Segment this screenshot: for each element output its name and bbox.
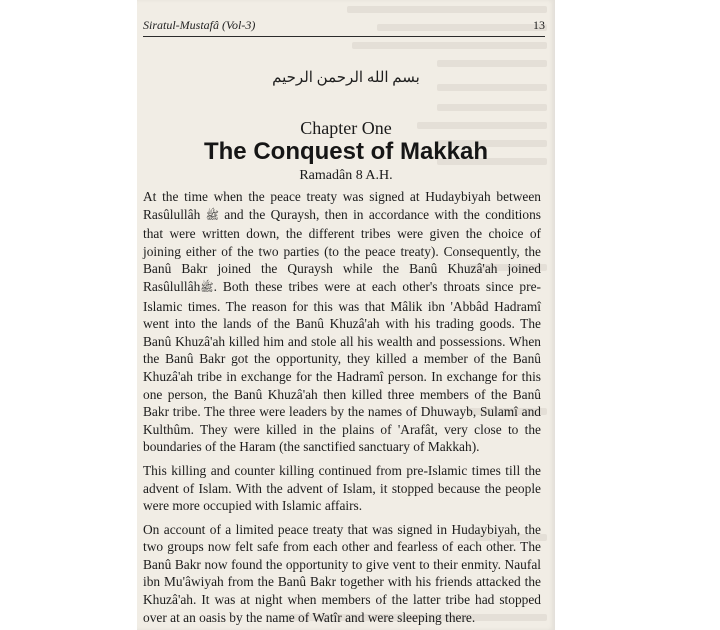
paragraph-2: This killing and counter killing continued from pre-Islamic times till the advent of Islam. With the advent of Islam, it stopped because the people were more occupied with Islamic affairs. (143, 462, 541, 514)
body-text (143, 188, 541, 630)
salutation-glyph: ﷺ (205, 209, 219, 222)
salutation-glyph: ﷺ (200, 281, 214, 294)
bismillah-calligraphy: بسم الله الرحمن الرحيم (272, 70, 420, 86)
running-title: Siratul-Mustafâ (Vol-3) (143, 18, 256, 32)
paragraph-1-part-c: . Both these tribes were at each other's throats since pre-Islamic times. The reason for this was that Mâlik ibn 'Abbâd Hadramî went into the lands of the Banû Khuzâ'ah with his trading goods. The Banû Khuzâ'ah killed him and stole all his wealth and possessions. When the Banû Bakr got the opportunity, they killed a member of the Banû Khuzâ'ah tribe in exchange for the Hadramî person. In exchange for this one person, the Banû Khuzâ'ah then killed three members of the Banû Bakr tribe. The three were leaders by the names of Dhuwayb, Sulamî and Kulthûm. They were killed in the plains of 'Arafât, very close to the boundaries of the Haram (the sanctified sanctuary of Makkah). (143, 278, 541, 455)
page-number: 13 (533, 18, 545, 32)
chapter-date: Ramadân 8 A.H. (299, 168, 393, 183)
paragraph-1 (143, 188, 541, 456)
chapter-title: The Conquest of Makkah (203, 138, 489, 165)
paragraph-1-part-b: and the Quraysh, then in accordance with the conditions that were written down, the different tribes were given the choice of joining either of the two parties (to the peace treaty). Consequently, the Banû Bakr joined the Quraysh while the Banû Khuzâ'ah joined Rasûlullâh (143, 206, 541, 294)
chapter-label: Chapter One (300, 118, 392, 138)
book-page (137, 0, 555, 630)
paragraph-1-part-a: At the time when the peace treaty was signed at Hudaybiyah between Rasûlullâh (143, 189, 541, 222)
running-header (143, 16, 545, 37)
paragraph-3: On account of a limited peace treaty that was signed in Hudaybiyah, the two groups now felt safe from each other and fearless of each other. The Banû Bakr now found the opportunity to give vent to their enmity. Naufal ibn Mu'âwiyah from the Banû Bakr together with his friends attacked the Khuzâ'ah. It was at night when members of the latter tribe had stopped over at an oasis by the name of Watîr and were sleeping there. (143, 521, 541, 625)
